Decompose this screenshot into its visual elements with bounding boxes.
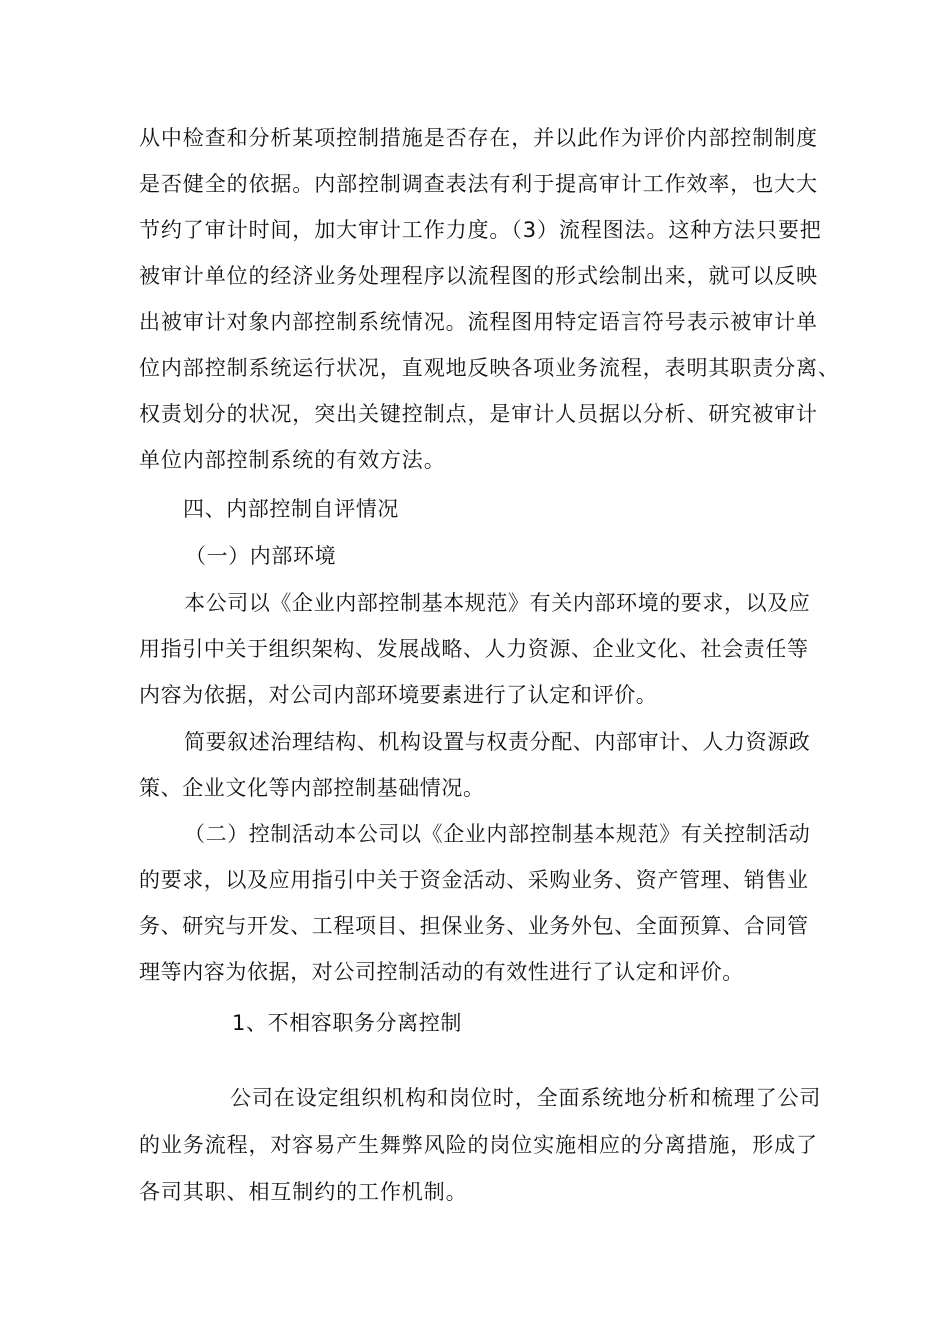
paragraph-line: 内容为依据，对公司内部环境要素进行了认定和评价。: [139, 683, 658, 707]
paragraph-line: 从中检查和分析某项控制措施是否存在，并以此作为评价内部控制制度: [139, 126, 818, 150]
paragraph-line: 的业务流程，对容易产生舞弊风险的岗位实施相应的分离措施，形成了: [139, 1133, 818, 1157]
paragraph-line: 节约了审计时间，加大审计工作力度。（3）流程图法。这种方法只要把: [139, 218, 822, 242]
paragraph-line: 策、企业文化等内部控制基础情况。: [139, 776, 485, 800]
subsection-heading: 1、不相容职务分离控制: [232, 1011, 462, 1035]
paragraph-line: 各司其职、相互制约的工作机制。: [139, 1180, 468, 1204]
paragraph-line: 理等内容为依据，对公司控制活动的有效性进行了认定和评价。: [139, 960, 744, 984]
section-heading: 四、内部控制自评情况: [183, 497, 399, 521]
paragraph-line: 权责划分的状况，突出关键控制点，是审计人员据以分析、研究被审计: [139, 402, 818, 426]
paragraph-line: 被审计单位的经济业务处理程序以流程图的形式绘制出来，就可以反映: [139, 264, 818, 288]
paragraph-line: 本公司以《企业内部控制基本规范》有关内部环境的要求，以及应: [184, 591, 811, 615]
paragraph-line: 的要求，以及应用指引中关于资金活动、采购业务、资产管理、销售业: [139, 868, 809, 892]
paragraph-line: 简要叙述治理结构、机构设置与权责分配、内部审计、人力资源政: [184, 730, 811, 754]
paragraph-line: 用指引中关于组织架构、发展战略、人力资源、企业文化、社会责任等: [139, 637, 809, 661]
paragraph-line: 位内部控制系统运行状况，直观地反映各项业务流程，表明其职责分离、: [139, 356, 840, 380]
paragraph-line: 务、研究与开发、工程项目、担保业务、业务外包、全面预算、合同管: [139, 914, 809, 938]
paragraph-line: 公司在设定组织机构和岗位时，全面系统地分析和梳理了公司: [230, 1086, 822, 1110]
subsection-heading: （一）内部环境: [185, 544, 337, 568]
paragraph-line: 出被审计对象内部控制系统情况。流程图用特定语言符号表示被审计单: [139, 310, 818, 334]
paragraph-line: 单位内部控制系统的有效方法。: [139, 448, 446, 472]
paragraph-line: （二）控制活动本公司以《企业内部控制基本规范》有关控制活动: [184, 822, 811, 846]
paragraph-line: 是否健全的依据。内部控制调查表法有利于提高审计工作效率，也大大: [139, 172, 818, 196]
